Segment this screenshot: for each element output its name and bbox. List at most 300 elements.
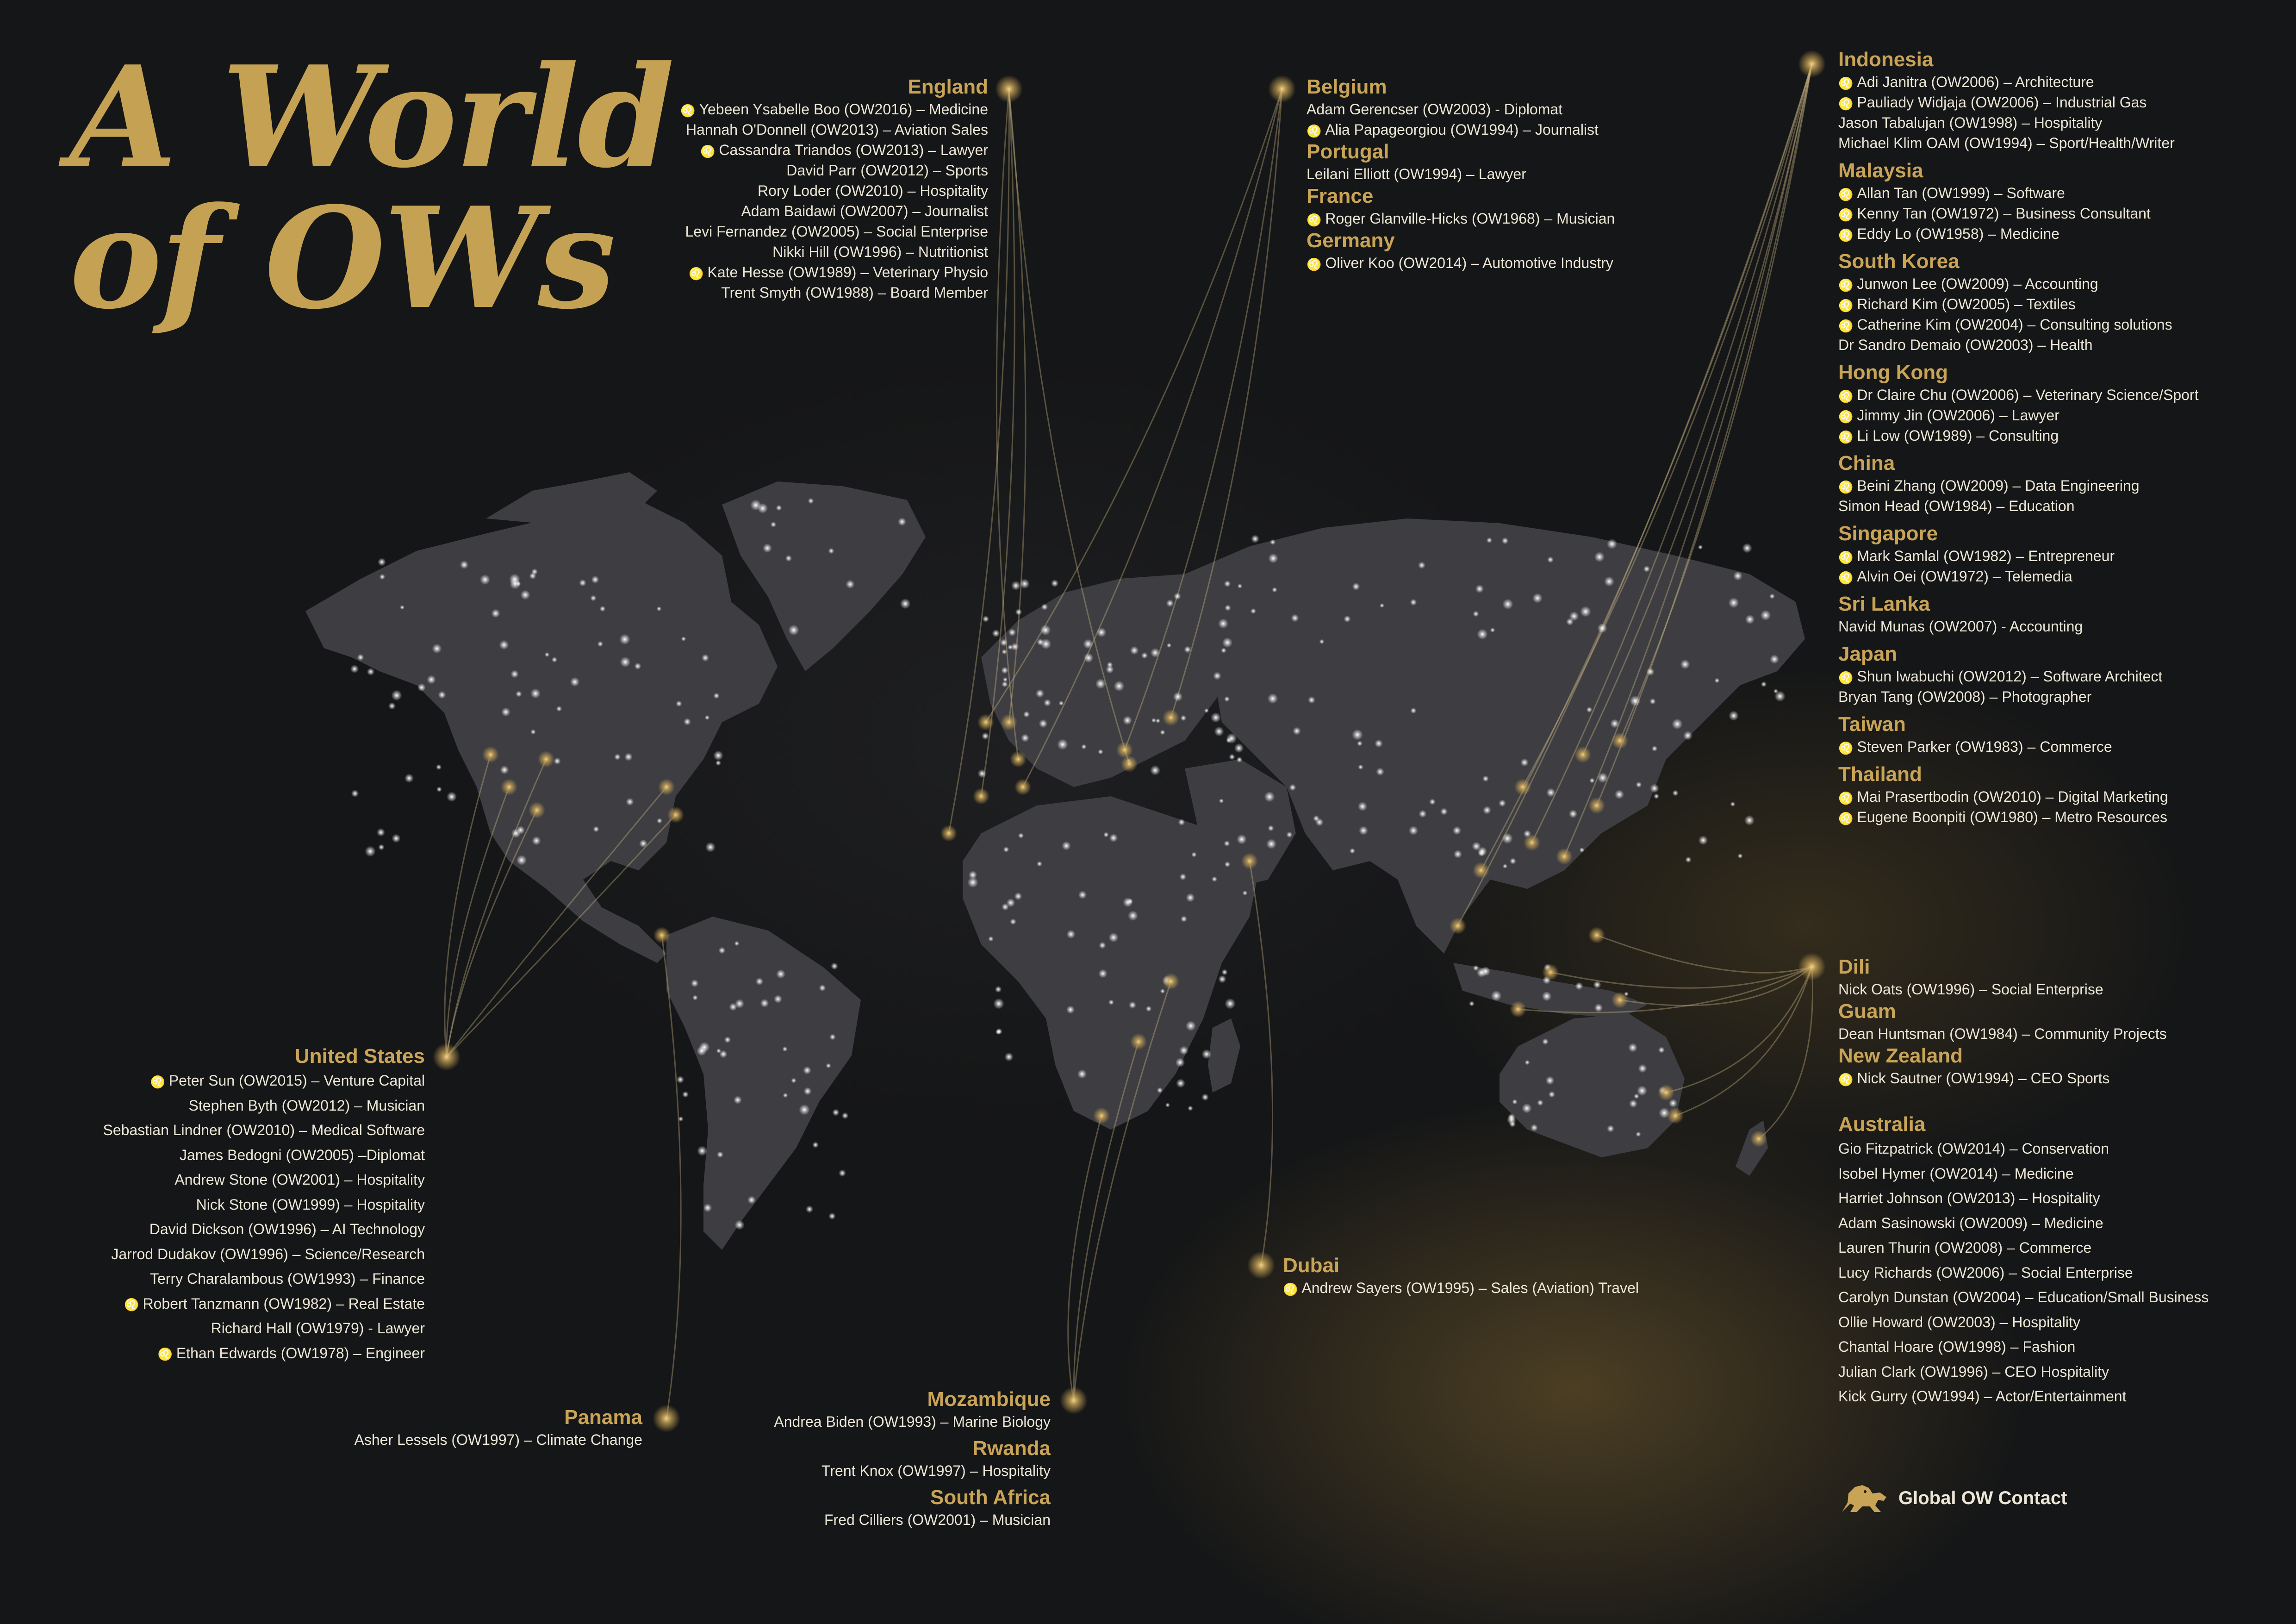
hong-kong-entries bbox=[1838, 385, 2198, 446]
lion-icon: ♌ bbox=[1838, 430, 1854, 444]
city-light bbox=[812, 1142, 819, 1148]
city-light bbox=[1224, 696, 1230, 702]
city-light bbox=[1729, 598, 1739, 608]
city-light bbox=[1264, 792, 1275, 802]
region-pacific bbox=[1838, 955, 2167, 1088]
city-light bbox=[1041, 604, 1048, 611]
hub-glow-marker bbox=[1268, 75, 1296, 103]
city-light bbox=[351, 790, 359, 797]
destination-glow bbox=[501, 779, 517, 795]
city-light bbox=[1225, 862, 1231, 868]
city-light bbox=[1176, 1079, 1185, 1088]
alumni-entry bbox=[1838, 616, 2198, 637]
city-light bbox=[1745, 615, 1755, 625]
dili-entries bbox=[1838, 979, 2167, 999]
lion-icon: ♌ bbox=[700, 144, 716, 158]
city-light bbox=[1003, 847, 1009, 853]
alumni-entry bbox=[1838, 183, 2198, 203]
connection-arc bbox=[1675, 967, 1812, 1116]
city-light bbox=[846, 580, 854, 588]
alumni-entry bbox=[103, 1292, 425, 1317]
city-light bbox=[676, 700, 682, 706]
city-light bbox=[1652, 746, 1658, 752]
city-light bbox=[500, 766, 509, 775]
alumni-entry bbox=[1838, 133, 2198, 153]
city-light bbox=[1672, 718, 1682, 729]
connection-arc bbox=[1250, 861, 1273, 1265]
city-light bbox=[1636, 782, 1642, 788]
city-light bbox=[1141, 652, 1148, 659]
lion-icon: ♌ bbox=[150, 1074, 165, 1089]
city-light bbox=[377, 828, 385, 837]
alumni-entry-text: Alvin Oei (OW1972) – Telemedia bbox=[1857, 568, 2072, 585]
city-light bbox=[1744, 815, 1755, 825]
alumni-entry-text: Jason Tabalujan (OW1998) – Hospitality bbox=[1838, 114, 2103, 131]
hub-glow-marker bbox=[1798, 50, 1826, 78]
destination-glow bbox=[1450, 918, 1466, 934]
alumni-entry-text: David Dickson (OW1996) – AI Technology bbox=[149, 1221, 425, 1237]
madagascar-landmass bbox=[1208, 1018, 1240, 1093]
city-light bbox=[357, 654, 364, 661]
city-light bbox=[1730, 802, 1736, 807]
country-heading-rwanda: Rwanda bbox=[972, 1437, 1051, 1460]
country-heading-united-states: United States bbox=[294, 1045, 425, 1068]
alumni-entry bbox=[1838, 1261, 2209, 1286]
alumni-entry-text: Shun Iwabuchi (OW2012) – Software Architect bbox=[1857, 668, 2163, 685]
city-light bbox=[1418, 562, 1425, 569]
connection-arc bbox=[1597, 935, 1812, 973]
new-zealand-landmass bbox=[1736, 1120, 1768, 1176]
destination-glow bbox=[1574, 746, 1591, 763]
alumni-entry bbox=[103, 1217, 425, 1242]
city-light bbox=[1587, 707, 1593, 713]
city-light bbox=[1081, 744, 1086, 749]
city-light bbox=[600, 606, 606, 612]
city-light bbox=[417, 683, 426, 692]
city-light bbox=[1643, 566, 1650, 572]
city-light bbox=[1580, 606, 1591, 617]
city-light bbox=[1698, 545, 1703, 550]
city-light bbox=[1429, 799, 1436, 805]
city-light bbox=[1008, 629, 1016, 637]
alumni-entry-text: Simon Head (OW1984) – Education bbox=[1838, 498, 2075, 514]
alumni-entry-text: Nick Stone (OW1999) – Hospitality bbox=[196, 1196, 425, 1213]
region-australia bbox=[1838, 1112, 2209, 1409]
city-light bbox=[716, 760, 721, 766]
alumni-entry-text: Nick Oats (OW1996) – Social Enterprise bbox=[1838, 981, 2103, 998]
sri-lanka-entries bbox=[1838, 616, 2198, 637]
city-light bbox=[1191, 852, 1197, 857]
city-light bbox=[1268, 825, 1274, 831]
city-light bbox=[1212, 876, 1217, 882]
city-light bbox=[995, 986, 1002, 993]
city-light bbox=[1502, 599, 1513, 609]
city-light bbox=[1266, 839, 1276, 849]
alumni-entry bbox=[1838, 787, 2198, 807]
france-entries bbox=[1307, 208, 1615, 229]
city-light bbox=[1098, 749, 1103, 754]
city-light bbox=[1352, 729, 1363, 740]
hub-glow-marker bbox=[1798, 953, 1826, 981]
destination-glow bbox=[1514, 779, 1531, 795]
city-light bbox=[529, 573, 536, 580]
japan-entries bbox=[1838, 666, 2198, 707]
alumni-entry-text: Steven Parker (OW1983) – Commerce bbox=[1857, 738, 2112, 755]
city-light bbox=[983, 616, 989, 622]
destination-glow bbox=[1588, 927, 1605, 943]
city-light bbox=[1569, 612, 1579, 621]
global-ow-contact bbox=[1838, 1480, 2067, 1517]
city-light bbox=[1129, 1001, 1136, 1009]
alumni-entry bbox=[680, 282, 988, 303]
country-heading-japan: Japan bbox=[1838, 643, 1898, 665]
city-light bbox=[808, 498, 814, 504]
city-light bbox=[1234, 743, 1244, 753]
city-light bbox=[1537, 1099, 1543, 1106]
city-light bbox=[1512, 1099, 1518, 1105]
city-light bbox=[1057, 739, 1068, 750]
alumni-entry-text: Junwon Lee (OW2009) – Accounting bbox=[1857, 275, 2098, 292]
portugal-entries bbox=[1307, 164, 1615, 184]
alumni-entry-text: Terry Charalambous (OW1993) – Finance bbox=[149, 1270, 425, 1287]
city-light bbox=[1180, 874, 1187, 881]
alumni-entry bbox=[1838, 1335, 2209, 1360]
asia-landmass bbox=[1185, 518, 1805, 954]
city-light bbox=[1146, 1006, 1152, 1012]
city-light bbox=[509, 574, 520, 585]
destination-glow bbox=[1510, 1001, 1526, 1018]
alumni-entry bbox=[680, 140, 988, 160]
destination-glow bbox=[1750, 1131, 1767, 1147]
alumni-entry-text: Kate Hesse (OW1989) – Veterinary Physio bbox=[707, 264, 988, 281]
city-light bbox=[776, 969, 785, 979]
city-light bbox=[1532, 593, 1543, 603]
alumni-entry bbox=[680, 160, 988, 181]
lion-icon: ♌ bbox=[1283, 1282, 1298, 1296]
city-light bbox=[1510, 858, 1516, 864]
city-light bbox=[1181, 916, 1187, 922]
new-zealand-entries bbox=[1838, 1068, 2167, 1088]
city-light bbox=[1251, 608, 1256, 614]
alumni-entry-text: Adam Baidawi (OW2007) – Journalist bbox=[741, 203, 988, 219]
city-light bbox=[1630, 695, 1640, 706]
city-light bbox=[378, 844, 384, 850]
city-light bbox=[697, 1146, 707, 1156]
lion-icon: ♌ bbox=[1838, 228, 1854, 242]
city-light bbox=[554, 757, 560, 764]
city-light bbox=[1095, 679, 1106, 689]
city-light bbox=[1520, 758, 1529, 767]
city-light bbox=[993, 998, 1004, 1009]
city-light bbox=[1051, 580, 1058, 587]
city-light bbox=[1477, 629, 1487, 639]
city-light bbox=[1487, 537, 1492, 543]
alumni-entry bbox=[1838, 425, 2198, 446]
city-light bbox=[763, 543, 772, 553]
lion-icon: ♌ bbox=[1838, 319, 1854, 333]
city-light bbox=[1658, 1047, 1665, 1053]
city-light bbox=[391, 690, 402, 700]
city-light bbox=[803, 1066, 811, 1074]
city-light bbox=[1375, 739, 1383, 748]
alumni-entry bbox=[1838, 737, 2198, 757]
alumni-entry-text: Eugene Boonpiti (OW1980) – Metro Resources bbox=[1857, 809, 2167, 825]
lion-icon: ♌ bbox=[157, 1347, 173, 1362]
city-light bbox=[1440, 808, 1448, 815]
alumni-entry bbox=[103, 1143, 425, 1168]
city-light bbox=[1649, 698, 1655, 704]
city-light bbox=[724, 1037, 731, 1043]
city-light bbox=[1106, 665, 1114, 674]
city-light bbox=[1011, 643, 1019, 651]
city-light bbox=[1099, 942, 1106, 949]
alumni-entry bbox=[1838, 1360, 2209, 1385]
country-heading-singapore: Singapore bbox=[1838, 522, 1938, 545]
city-light bbox=[782, 1046, 787, 1051]
alumni-entry bbox=[1838, 1285, 2209, 1310]
alumni-entry-text: Bryan Tang (OW2008) – Photographer bbox=[1838, 688, 2092, 705]
city-light bbox=[1218, 618, 1228, 629]
city-light bbox=[1157, 1087, 1163, 1093]
alumni-entry bbox=[103, 1316, 425, 1341]
city-light bbox=[480, 575, 490, 585]
city-light bbox=[1607, 539, 1617, 549]
country-heading-indonesia: Indonesia bbox=[1838, 48, 1934, 71]
city-light bbox=[1547, 556, 1554, 563]
city-light bbox=[1003, 677, 1008, 682]
lion-icon: ♌ bbox=[689, 266, 704, 281]
lion-icon: ♌ bbox=[1838, 1072, 1854, 1087]
city-light bbox=[1352, 583, 1360, 591]
alumni-entry-text: Fred Cilliers (OW2001) – Musician bbox=[824, 1512, 1051, 1528]
alumni-entry-text: Eddy Lo (OW1958) – Medicine bbox=[1857, 225, 2060, 242]
city-light bbox=[1729, 711, 1739, 721]
city-light bbox=[1308, 696, 1315, 704]
destination-glow bbox=[482, 746, 499, 763]
city-light bbox=[713, 693, 719, 699]
city-light bbox=[1482, 775, 1489, 782]
alumni-entry bbox=[1838, 546, 2198, 566]
hub-glow-marker bbox=[1247, 1251, 1275, 1279]
city-light bbox=[1469, 1001, 1475, 1006]
alumni-entry-text: Jarrod Dudakov (OW1996) – Science/Research bbox=[111, 1245, 425, 1262]
city-light bbox=[1225, 998, 1236, 1009]
alumni-entry bbox=[1838, 687, 2198, 707]
alumni-entry-text: Dr Claire Chu (OW2006) – Veterinary Science/Sport bbox=[1857, 387, 2199, 403]
city-light bbox=[799, 1104, 810, 1115]
country-heading-new-zealand: New Zealand bbox=[1838, 1044, 1963, 1067]
country-heading-sri-lanka: Sri Lanka bbox=[1838, 593, 1930, 615]
city-light bbox=[1204, 708, 1209, 713]
city-light bbox=[591, 576, 599, 584]
city-light bbox=[992, 630, 1000, 637]
alumni-entry-text: Andrea Biden (OW1993) – Marine Biology bbox=[774, 1413, 1051, 1430]
city-light bbox=[1628, 1043, 1637, 1052]
lion-icon: ♌ bbox=[1838, 96, 1854, 111]
city-light bbox=[1224, 581, 1231, 587]
country-heading-panama: Panama bbox=[564, 1406, 642, 1429]
city-light bbox=[1238, 584, 1242, 588]
city-light bbox=[1699, 836, 1708, 845]
city-light bbox=[1166, 600, 1174, 607]
city-light bbox=[1037, 861, 1042, 867]
lion-icon: ♌ bbox=[1838, 480, 1854, 494]
city-light bbox=[1453, 826, 1462, 835]
destination-glow bbox=[1612, 732, 1628, 749]
city-light bbox=[619, 634, 630, 644]
alumni-entry bbox=[1283, 1278, 1639, 1298]
destination-glow bbox=[1556, 848, 1573, 865]
dubai-entries bbox=[1283, 1278, 1639, 1298]
destination-glow bbox=[1010, 751, 1027, 768]
city-light bbox=[380, 574, 386, 580]
city-light bbox=[829, 1034, 835, 1040]
united-states-entries bbox=[103, 1068, 425, 1366]
city-light bbox=[1525, 1060, 1530, 1065]
country-heading-thailand: Thailand bbox=[1838, 763, 1922, 786]
city-light bbox=[460, 561, 468, 569]
city-light bbox=[1174, 593, 1181, 600]
region-africa bbox=[774, 1387, 1051, 1530]
city-light bbox=[1039, 719, 1048, 728]
city-light bbox=[530, 688, 541, 699]
city-light bbox=[1761, 681, 1767, 687]
lion-icon bbox=[1838, 1480, 1889, 1517]
city-light bbox=[1569, 810, 1577, 818]
alumni-entry-text: Andrew Sayers (OW1995) – Sales (Aviation) Travel bbox=[1301, 1280, 1639, 1296]
city-light bbox=[734, 941, 740, 946]
city-light bbox=[788, 625, 799, 635]
connection-arc bbox=[1550, 967, 1812, 988]
city-light bbox=[635, 663, 641, 670]
city-light bbox=[842, 1112, 849, 1119]
city-light bbox=[978, 769, 987, 778]
destination-glow bbox=[653, 927, 670, 943]
alumni-entry-text: Cassandra Triandos (OW2013) – Lawyer bbox=[719, 142, 988, 158]
city-light bbox=[1419, 810, 1427, 818]
city-light bbox=[1472, 842, 1481, 850]
city-light bbox=[1575, 982, 1583, 990]
lion-icon: ♌ bbox=[1838, 791, 1854, 805]
city-light bbox=[1499, 800, 1506, 807]
alumni-entry-text: Richard Kim (OW2005) – Textiles bbox=[1857, 296, 2076, 312]
city-light bbox=[1173, 692, 1183, 702]
city-light bbox=[1454, 850, 1462, 858]
city-light bbox=[1629, 1099, 1637, 1108]
destination-glow bbox=[667, 806, 684, 823]
city-light bbox=[657, 606, 662, 612]
alumni-entry bbox=[680, 119, 988, 140]
alumni-entry-text: Rory Loder (OW2010) – Hospitality bbox=[758, 182, 988, 199]
alumni-entry-text: Mark Samlal (OW1982) – Entrepreneur bbox=[1857, 548, 2115, 564]
destination-glow bbox=[529, 802, 545, 818]
city-light bbox=[1742, 543, 1752, 553]
alumni-entry bbox=[680, 262, 988, 282]
city-light bbox=[1237, 757, 1243, 763]
city-light bbox=[1350, 848, 1355, 854]
city-light bbox=[1597, 623, 1607, 633]
city-light bbox=[1214, 726, 1224, 736]
city-light bbox=[1549, 1091, 1555, 1098]
destination-glow bbox=[973, 788, 989, 805]
city-light bbox=[1062, 841, 1071, 850]
region-dubai bbox=[1283, 1254, 1639, 1298]
city-light bbox=[1268, 693, 1278, 704]
destination-glow bbox=[940, 825, 957, 842]
city-light bbox=[597, 641, 603, 647]
destination-glow bbox=[977, 714, 994, 731]
country-heading-south-korea: South Korea bbox=[1838, 250, 1960, 273]
city-light bbox=[436, 764, 442, 770]
city-light bbox=[1272, 587, 1277, 593]
city-light bbox=[1128, 911, 1138, 921]
city-light bbox=[1181, 715, 1187, 721]
lion-icon: ♌ bbox=[680, 103, 696, 118]
alumni-entry bbox=[103, 1093, 425, 1118]
alumni-entry bbox=[774, 1412, 1051, 1432]
landmass-group bbox=[305, 472, 1805, 1250]
alumni-entry-text: Gio Fitzpatrick (OW2014) – Conservation bbox=[1838, 1140, 2109, 1157]
city-light bbox=[713, 750, 723, 761]
city-light bbox=[1344, 615, 1350, 622]
alumni-entry bbox=[1307, 99, 1615, 119]
alumni-entry bbox=[1838, 1137, 2209, 1162]
city-light bbox=[684, 718, 691, 725]
belgium-entries bbox=[1307, 99, 1615, 140]
city-light bbox=[1478, 850, 1485, 857]
city-light bbox=[365, 846, 376, 857]
country-heading-france: France bbox=[1307, 185, 1374, 207]
city-light bbox=[1098, 969, 1107, 978]
destination-glow bbox=[1473, 862, 1489, 879]
alumni-entry-text: Stephen Byth (OW2012) – Musician bbox=[188, 1097, 425, 1114]
hub-glow-marker bbox=[995, 75, 1023, 103]
alumni-entry-text: Mai Prasertbodin (OW2010) – Digital Marketing bbox=[1857, 788, 2168, 805]
city-light bbox=[1213, 672, 1221, 680]
city-light bbox=[839, 1169, 846, 1177]
city-light bbox=[1036, 689, 1045, 698]
city-light bbox=[1224, 841, 1230, 847]
city-light bbox=[1178, 819, 1185, 826]
destination-glow bbox=[658, 779, 675, 795]
city-light bbox=[1002, 681, 1008, 687]
alumni-entry-text: Michael Klim OAM (OW1994) – Sport/Health/Writer bbox=[1838, 135, 2175, 151]
country-heading-hong-kong: Hong Kong bbox=[1838, 361, 1948, 384]
city-light bbox=[828, 548, 834, 554]
title-line-2: of OWs bbox=[69, 176, 614, 340]
city-light bbox=[776, 505, 782, 511]
alumni-entry bbox=[1838, 203, 2198, 224]
alumni-entry-text: Isobel Hymer (OW2014) – Medicine bbox=[1838, 1165, 2074, 1182]
city-light bbox=[1481, 967, 1491, 976]
connection-arc bbox=[1068, 1116, 1101, 1400]
alumni-entry bbox=[103, 1242, 425, 1267]
lion-icon: ♌ bbox=[1838, 550, 1854, 564]
alumni-entry bbox=[103, 1118, 425, 1143]
city-light bbox=[1000, 639, 1008, 646]
lion-icon: ♌ bbox=[1838, 409, 1854, 424]
country-heading-dubai: Dubai bbox=[1283, 1254, 1340, 1277]
city-light bbox=[1715, 678, 1720, 683]
city-light bbox=[511, 829, 521, 838]
city-light bbox=[1546, 788, 1556, 797]
alumni-entry-text: Carolyn Dunstan (OW2004) – Education/Small Business bbox=[1838, 1289, 2209, 1305]
alumni-entry-text: Dean Huntsman (OW1984) – Community Projects bbox=[1838, 1025, 2167, 1042]
city-light bbox=[1251, 535, 1259, 543]
alumni-entry bbox=[774, 1510, 1051, 1530]
city-light bbox=[1594, 552, 1605, 562]
city-light bbox=[734, 1096, 742, 1104]
